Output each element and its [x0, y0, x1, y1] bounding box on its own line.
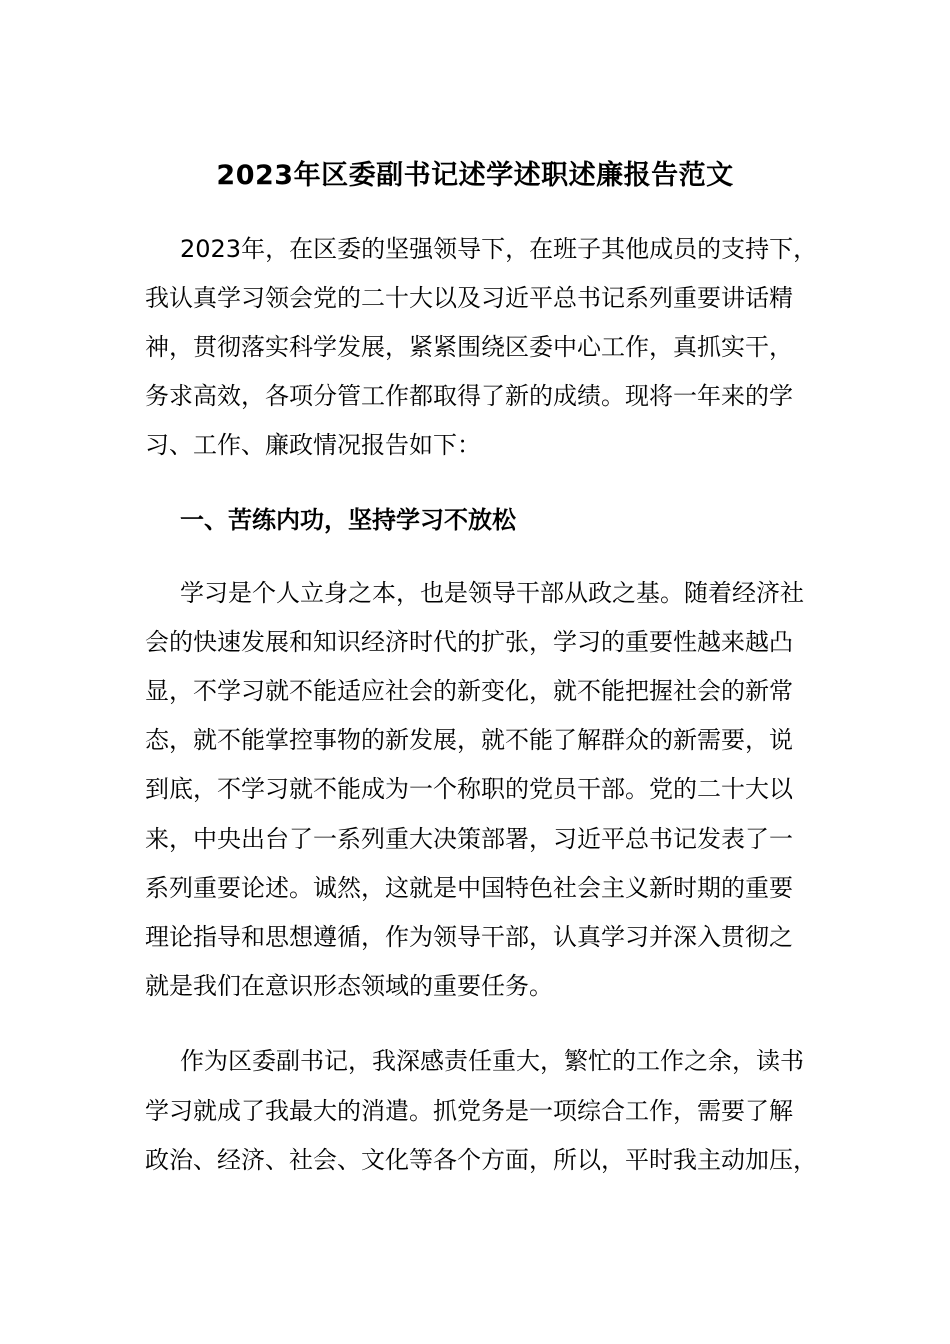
- document-title: 2023年区委副书记述学述职述廉报告范文: [216, 160, 734, 191]
- paragraph-line-text: 到底，不学习就不能成为一个称职的党员干部。党的二十大以: [145, 775, 793, 803]
- intro-line-text: 我认真学习领会党的二十大以及习近平总书记系列重要讲话精: [145, 284, 793, 312]
- paragraph-line-text: 理论指导和思想遵循，作为领导干部，认真学习并深入贯彻之: [145, 923, 793, 951]
- paragraph-line-text: 学习是个人立身之本，也是领导干部从政之基。随着经济社: [180, 579, 804, 607]
- paragraph-line-text: 会的快速发展和知识经济时代的扩张，学习的重要性越来越凸: [145, 628, 793, 656]
- paragraph-line-text: 就是我们在意识形态领域的重要任务。: [145, 972, 553, 1000]
- paragraph-line-text: 来，中央出台了一系列重大决策部署，习近平总书记发表了一: [145, 825, 793, 853]
- paragraph-line-text: 系列重要论述。诚然，这就是中国特色社会主义新时期的重要: [145, 874, 793, 902]
- intro-line-text: 神，贯彻落实科学发展，紧紧围绕区委中心工作，真抓实干，: [145, 333, 793, 361]
- intro-line-text: 习、工作、廉政情况报告如下：: [145, 431, 481, 459]
- paragraph-line-text: 作为区委副书记，我深感责任重大，繁忙的工作之余，读书: [180, 1047, 804, 1075]
- intro-line-text: 2023年，在区委的坚强领导下，在班子其他成员的支持下，: [180, 235, 818, 263]
- paragraph-line-text: 政治、经济、社会、文化等各个方面，所以，平时我主动加压，: [145, 1146, 817, 1174]
- section-heading-text: 一、苦练内功，坚持学习不放松: [180, 506, 516, 534]
- intro-line-text: 务求高效，各项分管工作都取得了新的成绩。现将一年来的学: [145, 382, 793, 410]
- paragraph-line-text: 学习就成了我最大的消遣。抓党务是一项综合工作，需要了解: [145, 1097, 793, 1125]
- paragraph-line-text: 显，不学习就不能适应社会的新变化，就不能把握社会的新常: [145, 677, 793, 705]
- paragraph-line-text: 态，就不能掌控事物的新发展，就不能了解群众的新需要，说: [145, 726, 793, 754]
